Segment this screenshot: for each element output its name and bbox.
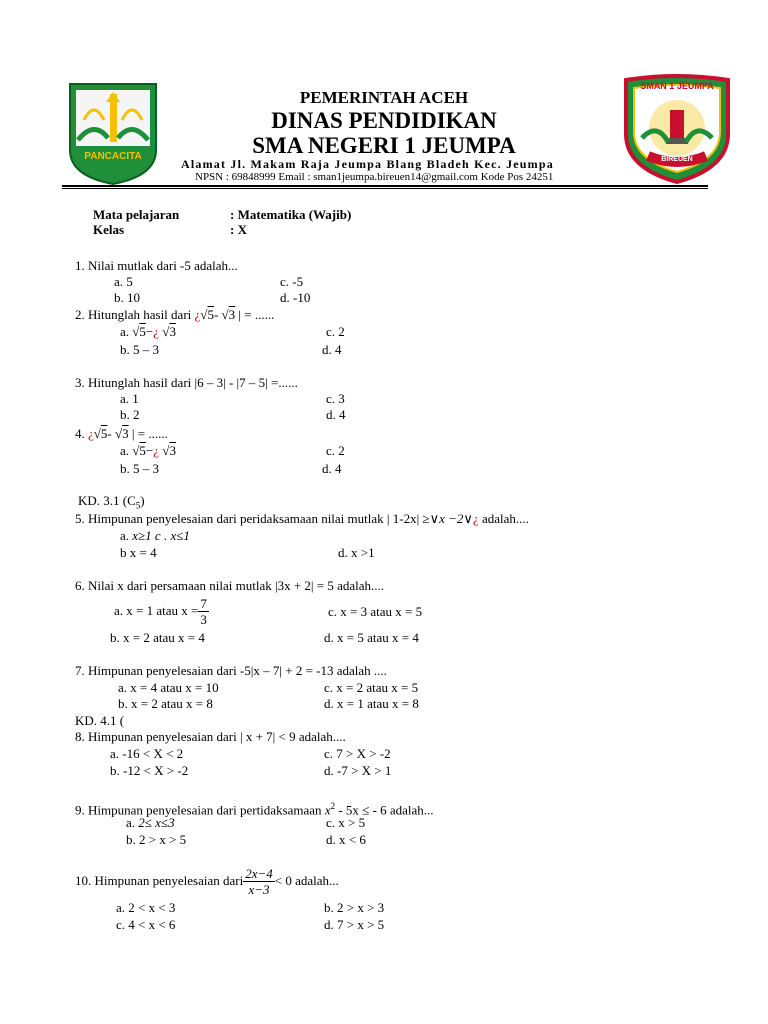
q10-suffix: < 0 adalah... [274, 873, 339, 888]
q10-option-b: b. 2 > x > 3 [324, 900, 385, 915]
q4-inverted-mark: ¿ [88, 426, 94, 441]
question-8: 8. Himpunan penyelesaian dari | x + 7| < 9 adalah.... [75, 729, 346, 744]
q2-option-d: d. 4 [322, 342, 342, 357]
header-school: SMA NEGERI 1 JEUMPA [252, 133, 516, 158]
q2-prefix: 2. Hitunglah hasil dari [75, 307, 195, 322]
q4-a-root-5: 5 [139, 443, 146, 458]
q5-a-label: a. [120, 528, 133, 543]
q4-option-a: a. √5−¿ √3 [120, 443, 176, 458]
q7-option-c: c. x = 2 atau x = 5 [324, 680, 419, 695]
q4-minus: - [107, 426, 116, 441]
q8-option-a: a. -16 < X < 2 [110, 746, 184, 761]
class-label: Kelas [93, 222, 125, 237]
q2-a-root-3: 3 [169, 324, 176, 339]
q4-a-minus: − [145, 443, 154, 458]
q3-option-a: a. 1 [120, 391, 139, 406]
q6-a-fraction [198, 596, 209, 627]
q1-option-a: a. 5 [114, 274, 133, 289]
q9-option-b: b. 2 > x > 5 [126, 832, 187, 847]
q2-a-root-5: 5 [139, 324, 146, 339]
header-divider-thin [62, 188, 708, 189]
q1-option-b: b. 10 [114, 290, 140, 305]
q5-option-d: d. x >1 [338, 545, 375, 560]
q10-prefix: 10. Himpunan penyelesaian dari [75, 873, 244, 888]
q9-option-c: c. x > 5 [326, 815, 366, 830]
q6-option-b: b. x = 2 atau x = 4 [110, 630, 205, 645]
q5-a-math: x≥1 c . x≤1 [132, 528, 190, 543]
q10-option-c: c. 4 < x < 6 [116, 917, 176, 932]
q7-option-a: a. x = 4 atau x = 10 [118, 680, 219, 695]
question-4: 4. ¿√5- √3 | = ...... [75, 426, 168, 441]
q4-prefix: 4. [75, 426, 88, 441]
pancacita-label: PANCACITA [84, 151, 142, 162]
header-department: DINAS PENDIDIKAN [271, 108, 497, 133]
question-1: 1. Nilai mutlak dari -5 adalah... [75, 258, 238, 273]
q5-inverted-mark: ¿ [472, 511, 479, 526]
q6-option-d: d. x = 5 atau x = 4 [324, 630, 419, 645]
kd-3-1-close: ) [140, 493, 145, 508]
q2-minus: - [213, 307, 222, 322]
q7-option-d: d. x = 1 atau x = 8 [324, 696, 419, 711]
q2-a-inverted-mark: ¿ [153, 324, 160, 339]
q8-option-c: c. 7 > X > -2 [324, 746, 391, 761]
q6-option-c: c. x = 3 atau x = 5 [328, 604, 423, 619]
subject-value: : Matematika (Wajib) [230, 207, 352, 222]
q4-option-d: d. 4 [322, 461, 342, 476]
q5-end: adalah.... [478, 511, 529, 526]
q2-root-5: 5 [207, 307, 214, 322]
q6-a-denominator: 3 [200, 611, 207, 627]
q6-a-label: a. x = 1 atau x = [114, 603, 199, 618]
q1-option-d: d. -10 [280, 290, 311, 305]
class-value: : X [230, 222, 247, 237]
q3-option-b: b. 2 [120, 407, 140, 422]
q10-option-d: d. 7 > x > 5 [324, 917, 385, 932]
header-government: PEMERINTAH ACEH [299, 88, 469, 107]
q9-prefix: 9. Himpunan penyelesaian dari pertidaksamaan [75, 802, 325, 818]
q9-exponent: 2 [330, 801, 336, 811]
q1-option-c: c. -5 [280, 274, 304, 289]
q2-a-minus: − [145, 324, 154, 339]
q2-option-b: b. 5 – 3 [120, 342, 159, 357]
q4-a-root-3: 3 [169, 443, 176, 458]
question-5 [75, 511, 529, 527]
question-6: 6. Nilai x dari persamaan nilai mutlak |3x + 2| = 5 adalah.... [75, 578, 385, 593]
header-contact: NPSN : 69848999 Email : sman1jeumpa.bireuen14@gmail.com Kode Pos 24251 [195, 171, 554, 183]
q2-a-label: a. [120, 324, 133, 339]
q3-option-c: c. 3 [326, 391, 345, 406]
question-7: 7. Himpunan penyelesaian dari -5|x – 7| + 2 = -13 adalah .... [75, 663, 387, 678]
q9-option-d: d. x < 6 [326, 832, 366, 847]
header-divider [62, 185, 708, 187]
q2-inverted-mark: ¿ [194, 307, 201, 322]
q4-root-5: 5 [100, 426, 108, 441]
kd-3-1-sub: 5 [135, 500, 141, 511]
q5-text: 5. Himpunan penyelesaian dari peridaksamaan nilai mutlak | 1-2x| ≥∨ [75, 511, 440, 526]
emblem-bottom-text: BIREUEN [661, 156, 693, 163]
header-address: Alamat Jl. Makam Raja Jeumpa Blang Bladeh Kec. Jeumpa [181, 157, 554, 171]
q10-option-a: a. 2 < x < 3 [116, 900, 176, 915]
kd-3-1-text: KD. 3.1 (C [78, 493, 136, 508]
q4-a-label: a. [120, 443, 133, 458]
q4-option-c: c. 2 [326, 443, 345, 458]
subject-label: Mata pelajaran [93, 207, 180, 222]
q7-option-b: b. x = 2 atau x = 8 [118, 696, 213, 711]
question-2: 2. Hitunglah hasil dari ¿√5- √3 | = ...... [75, 307, 275, 322]
q9-option-a [126, 815, 175, 831]
q9-a-math: 2≤ x≤3 [138, 815, 175, 830]
q4-root-3: 3 [122, 426, 129, 441]
q4-a-inverted-mark: ¿ [153, 443, 160, 458]
q6-a-numerator: 7 [200, 595, 207, 611]
q9-a-label: a. [126, 815, 139, 830]
kd-4-1-label: KD. 4.1 ( [75, 713, 125, 728]
q2-root-3: 3 [228, 307, 236, 322]
q5-option-a [120, 528, 190, 544]
q10-denominator: x−3 [248, 881, 270, 897]
q10-numerator: 2x−4 [245, 865, 273, 881]
q4-suffix: | = ...... [128, 426, 168, 441]
q3-option-d: d. 4 [326, 407, 346, 422]
q8-option-b: b. -12 < X > -2 [110, 763, 189, 778]
q2-suffix: | = ...... [235, 307, 275, 322]
q10-fraction [243, 866, 275, 897]
q5-option-b: b x = 4 [120, 545, 157, 560]
q4-option-b: b. 5 – 3 [120, 461, 159, 476]
q2-option-a: a. √5−¿ √3 [120, 324, 176, 339]
question-10 [75, 864, 339, 898]
q8-option-d: d. -7 > X > 1 [324, 763, 392, 778]
question-3: 3. Hitunglah hasil dari |6 – 3| - |7 – 5| =...... [75, 375, 298, 390]
q9-suffix: - 5x ≤ - 6 adalah... [335, 802, 434, 818]
q2-option-c: c. 2 [326, 324, 345, 339]
q5-math: x −2∨ [439, 511, 473, 526]
q6-option-a [114, 595, 209, 627]
q9-variable: x [324, 802, 331, 818]
emblem-top-text: SMAN 1 JEUMPA [640, 81, 714, 91]
